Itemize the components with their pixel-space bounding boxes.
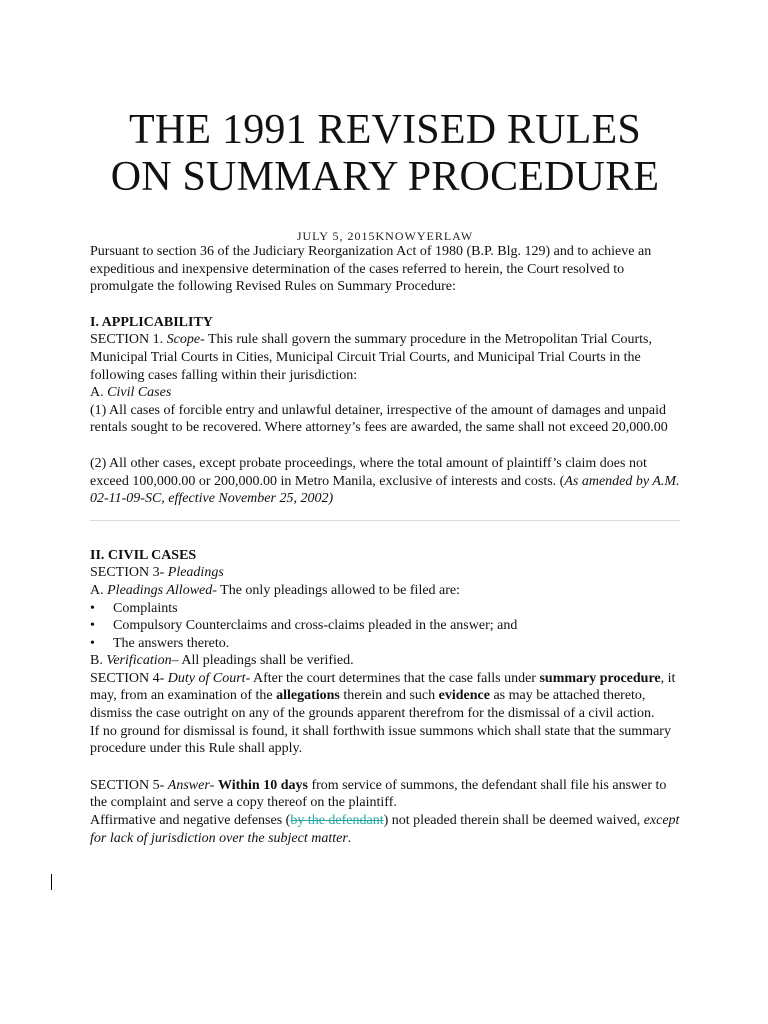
civil-cases-heading xyxy=(90,384,680,402)
civil-cases-label: Civil Cases xyxy=(107,385,172,401)
section-5-paragraph-2 xyxy=(90,812,680,847)
bullet-icon: • xyxy=(90,600,95,616)
allegations-bold: allegations xyxy=(276,688,340,704)
section-1-label: SECTION 1. xyxy=(90,332,167,348)
defenses-text-1: Affirmative and negative defenses ( xyxy=(90,813,291,829)
section-3-label: SECTION 3- xyxy=(90,565,168,581)
title-line-1: THE 1991 REVISED RULES xyxy=(129,107,641,153)
section-4-text-2: , it may, from an examination of the xyxy=(90,670,676,704)
evidence-bold: evidence xyxy=(438,688,490,704)
section-4-title: Duty of Court xyxy=(167,670,246,686)
scope-label: Scope xyxy=(166,332,201,348)
bullet-icon: • xyxy=(90,635,95,651)
defenses-text-2: ) not pleaded therein shall be deemed waived, xyxy=(383,813,644,829)
verification-title: Verification xyxy=(106,653,172,669)
section-4-text-3: therein and such xyxy=(339,688,439,704)
document-page xyxy=(90,0,680,847)
civil-item-2-amendment: As amended by A.M. 02-11-09-SC, effective November 25, 2002) xyxy=(90,473,680,507)
bullet-icon: • xyxy=(90,618,95,634)
defenses-end: . xyxy=(347,830,352,846)
section-4-label: SECTION 4- xyxy=(90,670,168,686)
section-1-paragraph xyxy=(90,331,680,384)
section-4-paragraph xyxy=(90,670,680,723)
section-4-text-1: - After the court determines that the case falls under xyxy=(245,670,540,686)
struck-text: by the defendant xyxy=(290,813,384,829)
intro-paragraph: Pursuant to section 36 of the Judiciary Reorganization Act of 1980 (B.P. Blg. 129) and to achieve an expeditious and inexpensive determination of the cases referred to herein, the Court resolved to promulgate the following Revised Rules on Summary Procedure: xyxy=(90,244,652,295)
summary-procedure-bold: summary procedure xyxy=(539,670,661,686)
section-3-heading xyxy=(90,564,680,582)
section-4-text-4: as may be attached thereto, dismiss the case outright on any of the grounds apparent therefrom for the dismissal of a civil action. xyxy=(90,688,655,722)
list-item xyxy=(90,617,680,635)
verification-dash-text: – All pleadings shall be verified. xyxy=(171,653,354,669)
civil-item-2-text: (2) All other cases, except probate proceedings, where the total amount of plaintiff’s claim does not exceed 100,000.00 or 200,000.00 in Metro Manila, exclusive of interests and costs. ( xyxy=(90,455,647,489)
verification-paragraph xyxy=(90,652,680,670)
section-5-label: SECTION 5- xyxy=(90,777,168,793)
within-10-days-bold: Within 10 days xyxy=(217,777,308,793)
section-4-paragraph-2: If no ground for dismissal is found, it shall forthwith issue summons which shall state that the summary procedure under this Rule shall apply. xyxy=(90,723,671,757)
pleadings-allowed-title: Pleadings Allowed xyxy=(107,582,213,598)
pleadings-allowed-prefix: A. xyxy=(90,582,108,598)
section-5-title: Answer xyxy=(167,777,210,793)
civil-prefix: A. xyxy=(90,385,108,401)
byline: JULY 5, 2015KNOWYERLAW xyxy=(296,229,474,243)
jurisdiction-exception: except for lack of jurisdiction over the subject matter xyxy=(90,813,680,846)
verification-prefix: B. xyxy=(90,653,107,669)
list-item xyxy=(90,600,680,618)
civil-item-1: (1) All cases of forcible entry and unlawful detainer, irrespective of the amount of damages and unpaid rentals sought to be recovered. Where attorney’s fees are awarded, the same shall not exceed 20,000.00 xyxy=(90,402,668,436)
title-line-2: ON SUMMARY PROCEDURE xyxy=(110,154,660,200)
text-cursor xyxy=(51,874,52,890)
section-heading-civil-cases: II. CIVIL CASES xyxy=(90,547,197,563)
section-5-dash: - xyxy=(209,777,218,793)
list-item-text: The answers thereto. xyxy=(113,635,230,651)
section-5-paragraph xyxy=(90,777,680,812)
document-title xyxy=(90,107,680,201)
civil-item-2 xyxy=(90,455,680,508)
scope-text: - This rule shall govern the summary procedure in the Metropolitan Trial Courts, Municipal Trial Courts in Cities, Municipal Circuit Trial Courts, and Municipal Trial Courts in the following cases falling within their jurisdiction: xyxy=(90,332,653,383)
list-item-text: Compulsory Counterclaims and cross-claims pleaded in the answer; and xyxy=(113,618,518,634)
list-item xyxy=(90,635,680,653)
section-heading-applicability: I. APPLICABILITY xyxy=(90,314,213,330)
pleadings-allowed-text: - The only pleadings allowed to be filed are: xyxy=(212,582,461,598)
pleadings-allowed xyxy=(90,582,680,600)
section-5-text: from service of summons, the defendant shall file his answer to the complaint and serve a copy thereof on the plaintiff. xyxy=(90,777,667,811)
section-3-title: Pleadings xyxy=(167,565,224,581)
pleadings-list xyxy=(90,600,680,653)
list-item-text: Complaints xyxy=(113,600,178,616)
